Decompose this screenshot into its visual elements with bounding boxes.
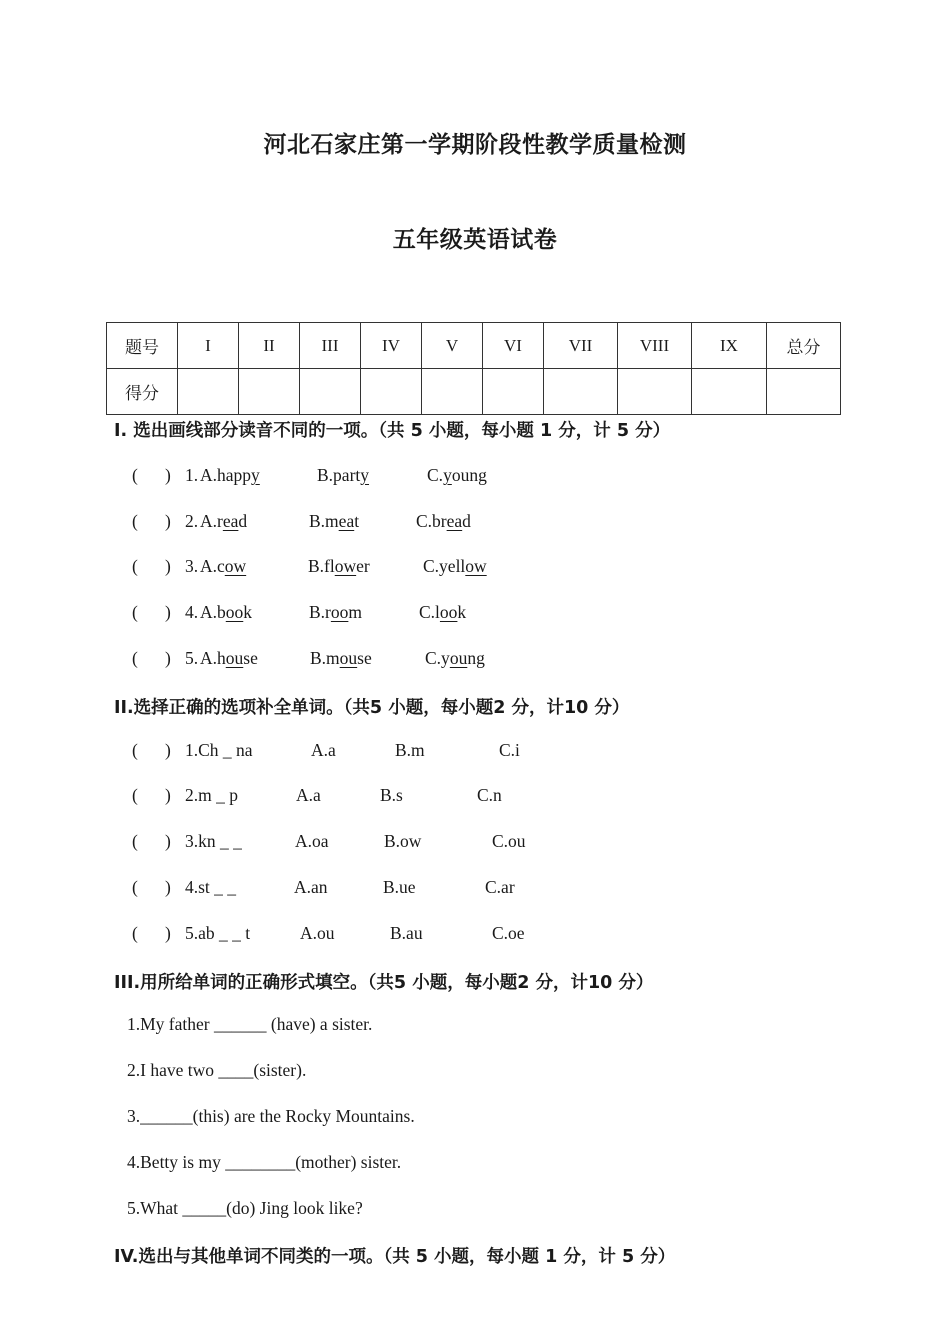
answer-paren-close: )	[165, 511, 171, 531]
option-c	[419, 602, 466, 623]
row-label-cell: 得分	[107, 369, 178, 415]
option-b: B.m	[395, 740, 425, 760]
text: se	[357, 648, 372, 668]
score-cell[interactable]	[618, 369, 692, 415]
underlined-part: y	[360, 465, 370, 485]
header-cell: II	[239, 323, 300, 369]
answer-paren-close: )	[165, 740, 171, 760]
answer-paren-close: )	[165, 877, 171, 897]
underlined-part: y	[251, 465, 260, 485]
underlined-part: ow	[465, 556, 487, 576]
underlined-part: ea	[446, 511, 463, 531]
text: C.yell	[423, 556, 466, 576]
text: B.part	[317, 465, 361, 485]
option-b: B.ow	[384, 831, 422, 851]
s3-question-5[interactable]: 5.What _____(do) Jing look like?	[127, 1198, 363, 1218]
text: B.fl	[308, 556, 335, 576]
option-b	[310, 648, 372, 669]
answer-paren-close: )	[165, 831, 171, 851]
text: d	[238, 511, 248, 531]
answer-paren-open[interactable]: (	[132, 602, 138, 622]
text: B.m	[310, 648, 340, 668]
option-c: C.ou	[492, 831, 526, 851]
option-c: C.n	[477, 785, 502, 805]
text: B.m	[309, 511, 339, 531]
score-table	[106, 322, 841, 415]
exam-subtitle: 五年级英语试卷	[392, 227, 558, 253]
s3-question-1[interactable]: 1.My father ______ (have) a sister.	[127, 1014, 373, 1034]
option-c: C.ar	[485, 877, 515, 897]
option-c	[423, 556, 487, 577]
text: k	[243, 602, 253, 622]
option-a	[200, 602, 252, 623]
score-cell[interactable]	[178, 369, 239, 415]
answer-paren-open[interactable]: (	[132, 511, 138, 531]
underlined-part: oo	[330, 602, 349, 622]
option-c	[425, 648, 485, 669]
text: C.br	[416, 511, 447, 531]
question-word: 2.m _ p	[185, 785, 238, 805]
text: A.r	[200, 511, 223, 531]
answer-paren-close: )	[165, 923, 171, 943]
header-cell: 总分	[767, 323, 841, 369]
header-cell: III	[300, 323, 361, 369]
option-a	[200, 648, 258, 669]
option-b: B.au	[390, 923, 423, 943]
text: C.y	[425, 648, 450, 668]
option-a	[200, 511, 247, 532]
option-a	[200, 465, 260, 486]
answer-paren-open[interactable]: (	[132, 556, 138, 576]
option-c	[416, 511, 471, 532]
text: m	[348, 602, 362, 622]
score-cell[interactable]	[422, 369, 483, 415]
text: ng	[467, 648, 485, 668]
option-b	[309, 602, 362, 623]
answer-paren-open[interactable]: (	[132, 831, 138, 851]
answer-paren-close: )	[165, 556, 171, 576]
answer-paren-open[interactable]: (	[132, 877, 138, 897]
option-a	[200, 556, 246, 577]
exam-title: 河北石家庄第一学期阶段性教学质量检测	[263, 132, 687, 158]
text: C.l	[419, 602, 440, 622]
question-number: 1.	[185, 465, 199, 485]
question-word: 5.ab _ _ t	[185, 923, 251, 943]
score-cell[interactable]	[692, 369, 767, 415]
option-a: A.oa	[295, 831, 329, 851]
option-a: A.ou	[300, 923, 335, 943]
option-b: B.ue	[383, 877, 416, 897]
question-number: 4.	[185, 602, 199, 622]
score-cell[interactable]	[300, 369, 361, 415]
text: k	[457, 602, 467, 622]
underlined-part: ow	[224, 556, 247, 576]
option-c: C.oe	[492, 923, 525, 943]
text: A.b	[200, 602, 226, 622]
header-cell: IX	[692, 323, 767, 369]
option-b	[308, 556, 370, 577]
question-number: 2.	[185, 511, 199, 531]
score-cell[interactable]	[544, 369, 618, 415]
option-a: A.a	[296, 785, 321, 805]
option-b: B.s	[380, 785, 403, 805]
text: A.c	[200, 556, 225, 576]
header-cell: IV	[361, 323, 422, 369]
answer-paren-open[interactable]: (	[132, 923, 138, 943]
header-cell: V	[422, 323, 483, 369]
underlined-part: ea	[338, 511, 355, 531]
question-word: 1.Ch _ na	[185, 740, 253, 760]
answer-paren-open[interactable]: (	[132, 648, 138, 668]
answer-paren-open[interactable]: (	[132, 465, 138, 485]
text: oung	[451, 465, 487, 485]
text: t	[354, 511, 360, 531]
answer-paren-open[interactable]: (	[132, 785, 138, 805]
text: B.r	[309, 602, 331, 622]
underlined-part: ow	[334, 556, 357, 576]
option-b	[309, 511, 359, 532]
text: A.happ	[200, 465, 252, 485]
answer-paren-open[interactable]: (	[132, 740, 138, 760]
text: A.h	[200, 648, 226, 668]
underlined-part: y	[443, 465, 452, 485]
header-cell: I	[178, 323, 239, 369]
text: se	[243, 648, 258, 668]
text: d	[462, 511, 471, 531]
header-cell: VII	[544, 323, 618, 369]
s3-question-4[interactable]: 4.Betty is my ________(mother) sister.	[127, 1152, 402, 1172]
section-2-title: II.选择正确的选项补全单词。（共5 小题，每小题2 分，计10 分）	[114, 698, 630, 718]
option-b	[317, 465, 369, 486]
section-3-title: III.用所给单词的正确形式填空。（共5 小题，每小题2 分，计10 分）	[114, 973, 654, 993]
option-a: A.an	[294, 877, 328, 897]
score-cell[interactable]	[483, 369, 544, 415]
option-c	[427, 465, 487, 486]
section-1-title: I. 选出画线部分读音不同的一项。（共 5 小题，每小题 1 分，计 5 分）	[114, 421, 671, 441]
score-table-score-row	[107, 369, 841, 415]
header-cell: 题号	[107, 323, 178, 369]
score-cell[interactable]	[767, 369, 841, 415]
question-number: 3.	[185, 556, 199, 576]
text: er	[356, 556, 370, 576]
question-word: 4.st _ _	[185, 877, 237, 897]
option-c: C.i	[499, 740, 520, 760]
section-4-title: IV.选出与其他单词不同类的一项。（共 5 小题，每小题 1 分，计 5 分）	[114, 1247, 676, 1267]
question-number: 5.	[185, 648, 199, 668]
score-cell[interactable]	[239, 369, 300, 415]
answer-paren-close: )	[165, 785, 171, 805]
s3-question-3[interactable]: 3.______(this) are the Rocky Mountains.	[127, 1106, 415, 1126]
underlined-part: oo	[439, 602, 458, 622]
underlined-part: ou	[339, 648, 358, 668]
underlined-part: ou	[449, 648, 468, 668]
underlined-part: ea	[222, 511, 239, 531]
answer-paren-close: )	[165, 648, 171, 668]
header-cell: VI	[483, 323, 544, 369]
underlined-part: oo	[225, 602, 244, 622]
score-table-header-row	[107, 323, 841, 369]
answer-paren-close: )	[165, 602, 171, 622]
header-cell: VIII	[618, 323, 692, 369]
option-a: A.a	[311, 740, 336, 760]
text: C.	[427, 465, 444, 485]
score-cell[interactable]	[361, 369, 422, 415]
question-word: 3.kn _ _	[185, 831, 242, 851]
underlined-part: ou	[225, 648, 244, 668]
s3-question-2[interactable]: 2.I have two ____(sister).	[127, 1060, 307, 1080]
answer-paren-close: )	[165, 465, 171, 485]
